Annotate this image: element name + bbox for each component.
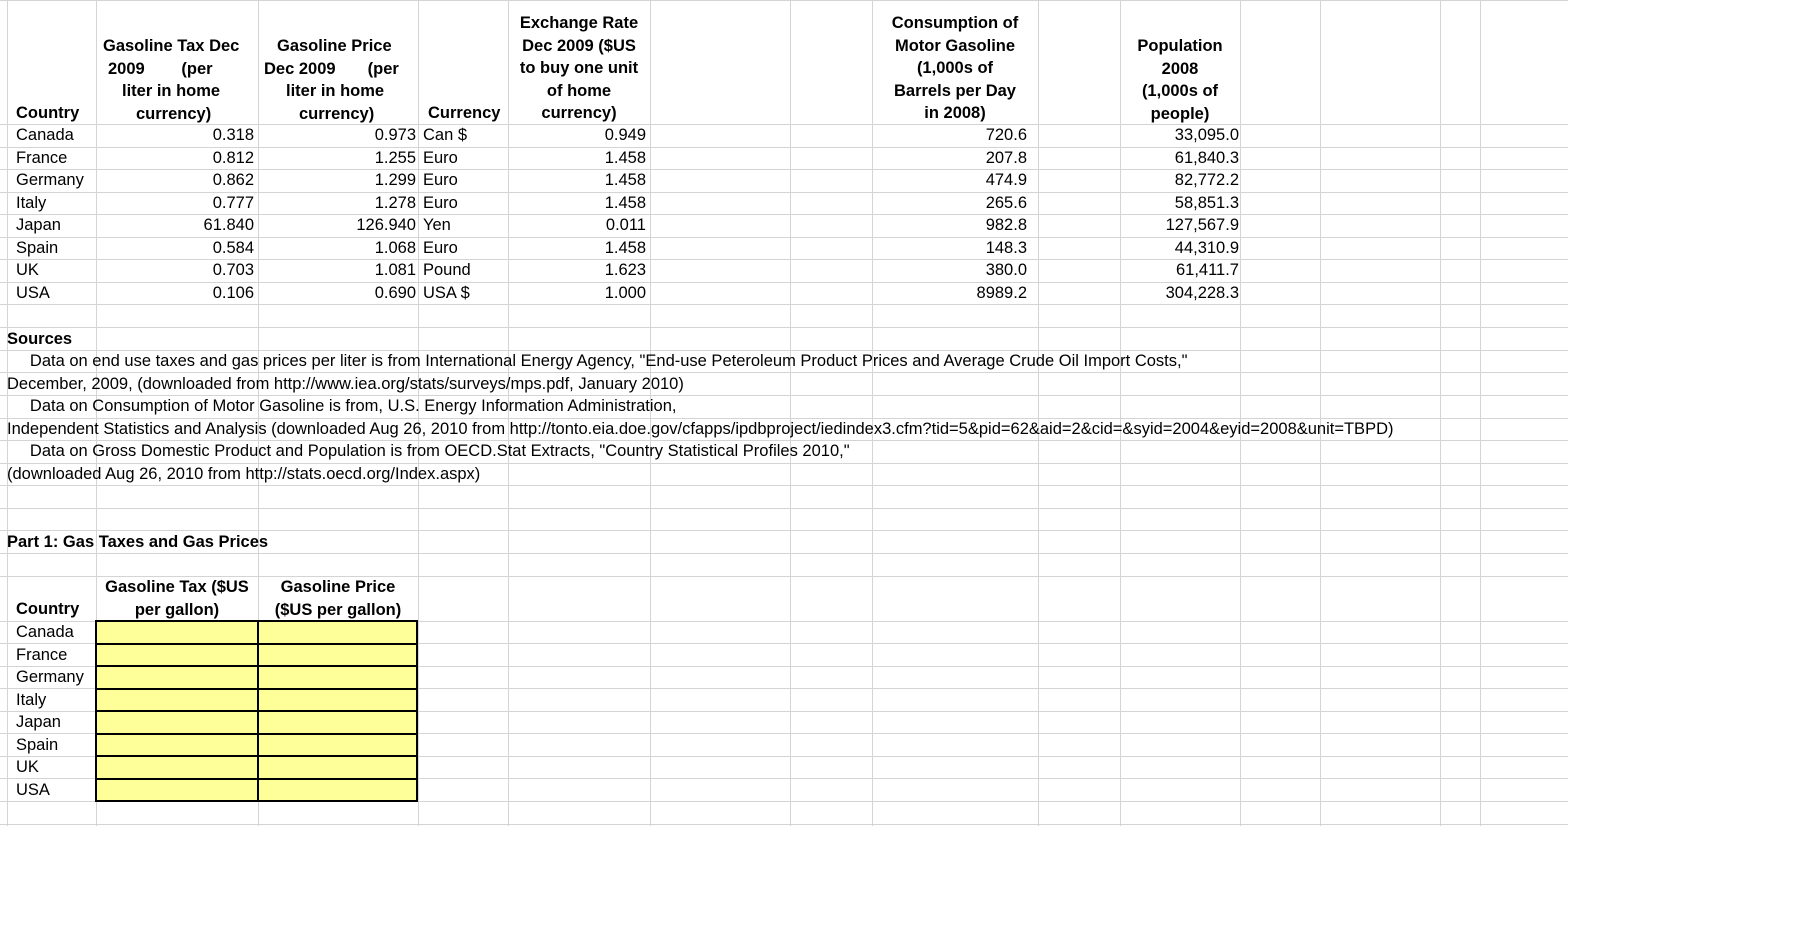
header-line: 2008 (1161, 59, 1199, 78)
part1-input-gasoline-tax[interactable] (95, 755, 259, 780)
header-line: 2009 (per (108, 59, 213, 78)
cell-currency[interactable]: Euro (423, 193, 458, 212)
part1-input-gasoline-price[interactable] (257, 733, 418, 758)
cell-gasoline-price[interactable]: 1.081 (374, 261, 416, 279)
part1-cell-country[interactable]: France (16, 645, 68, 664)
sources-heading[interactable]: Sources (7, 330, 73, 348)
header-line: in 2008) (924, 104, 986, 122)
cell-country[interactable]: Spain (16, 238, 59, 257)
part1-header-country[interactable]: Country (16, 600, 80, 618)
header-gasoline-tax[interactable] (96, 35, 258, 125)
header-line: liter in home (122, 82, 221, 100)
cell-gasoline-tax[interactable]: 0.318 (212, 126, 254, 144)
part1-input-gasoline-tax[interactable] (95, 665, 259, 690)
cell-exchange-rate[interactable]: 1.000 (604, 283, 646, 302)
cell-country[interactable]: Japan (16, 216, 61, 234)
cell-country[interactable]: USA (16, 283, 50, 302)
cell-consumption[interactable]: 265.6 (985, 193, 1027, 212)
cell-gasoline-tax[interactable]: 0.106 (212, 283, 254, 302)
header-country[interactable]: Country (16, 104, 80, 122)
cell-exchange-rate[interactable]: 1.458 (604, 193, 646, 212)
header-consumption[interactable] (872, 12, 1038, 125)
cell-currency[interactable]: Yen (423, 216, 451, 234)
part1-input-gasoline-tax[interactable] (95, 710, 259, 735)
cell-country[interactable]: France (16, 148, 68, 167)
part1-input-gasoline-price[interactable] (257, 710, 418, 735)
cell-gasoline-tax[interactable]: 61.840 (203, 216, 254, 234)
cell-population[interactable]: 61,840.3 (1174, 148, 1239, 167)
cell-population[interactable]: 58,851.3 (1174, 193, 1239, 212)
part1-cell-country[interactable]: Canada (16, 623, 74, 641)
cell-consumption[interactable]: 720.6 (985, 126, 1027, 144)
header-line: Exchange Rate (519, 14, 639, 32)
sources-line: Data on end use taxes and gas prices per liter is from International Energy Agency, "End-use Peteroleum Product Prices and Average Crude Oil Import Costs," (7, 352, 1188, 370)
header-line: (1,000s of (916, 59, 994, 77)
cell-currency[interactable]: Euro (423, 171, 458, 189)
cell-exchange-rate[interactable]: 1.623 (604, 261, 646, 279)
cell-exchange-rate[interactable]: 0.011 (605, 216, 646, 234)
part1-input-gasoline-price[interactable] (257, 665, 418, 690)
cell-exchange-rate[interactable]: 0.949 (604, 126, 646, 144)
part1-input-gasoline-price[interactable] (257, 620, 418, 645)
cell-population[interactable]: 127,567.9 (1165, 216, 1239, 234)
cell-country[interactable]: UK (16, 261, 39, 279)
part1-input-gasoline-tax[interactable] (95, 643, 259, 668)
grid-row-line (0, 485, 1568, 486)
header-line: Gasoline Tax ($US (105, 578, 249, 596)
header-gasoline-price[interactable] (258, 35, 418, 125)
header-line: Barrels per Day (894, 81, 1016, 100)
part1-input-gasoline-tax[interactable] (95, 620, 259, 645)
sources-line: December, 2009, (downloaded from http://www.iea.org/stats/surveys/mps.pdf, January 2010) (7, 374, 684, 393)
grid-row-line (0, 508, 1568, 509)
header-line: liter in home (286, 82, 385, 100)
part1-cell-country[interactable]: Spain (16, 735, 59, 754)
part1-cell-country[interactable]: Italy (16, 690, 47, 709)
cell-population[interactable]: 82,772.2 (1174, 171, 1239, 189)
header-line: Consumption of (891, 14, 1019, 32)
grid-row-line (0, 824, 1568, 825)
part1-cell-country[interactable]: USA (16, 780, 50, 799)
cell-country[interactable]: Germany (16, 171, 84, 189)
header-line: Dec 2009 ($US (522, 36, 636, 55)
header-line: Gasoline Price (280, 578, 396, 596)
header-line: to buy one unit (519, 59, 639, 77)
cell-gasoline-price[interactable]: 0.690 (374, 283, 416, 302)
cell-gasoline-tax[interactable]: 0.777 (212, 193, 254, 212)
grid-row-line (0, 0, 1568, 1)
cell-consumption[interactable]: 207.8 (985, 148, 1027, 167)
cell-currency[interactable]: Euro (423, 238, 458, 257)
part1-input-gasoline-price[interactable] (257, 755, 418, 780)
cell-exchange-rate[interactable]: 1.458 (604, 238, 646, 257)
cell-currency[interactable]: Pound (423, 261, 471, 279)
cell-gasoline-tax[interactable]: 0.812 (212, 148, 254, 167)
cell-gasoline-tax[interactable]: 0.862 (212, 171, 254, 189)
sources-line: Data on Gross Domestic Product and Population is from OECD.Stat Extracts, "Country Statistical Profiles 2010," (7, 442, 850, 460)
cell-currency[interactable]: USA $ (423, 283, 470, 302)
cell-currency[interactable]: Euro (423, 148, 458, 167)
part1-input-gasoline-price[interactable] (257, 688, 418, 713)
cell-gasoline-price[interactable]: 1.255 (374, 148, 416, 167)
header-line: per gallon) (134, 600, 220, 619)
cell-consumption[interactable]: 148.3 (985, 238, 1027, 257)
grid-row-line (0, 327, 1568, 328)
header-line: (1,000s of (1141, 82, 1219, 100)
cell-consumption[interactable]: 380.0 (985, 261, 1027, 279)
part1-input-gasoline-price[interactable] (257, 643, 418, 668)
cell-population[interactable]: 61,411.7 (1175, 261, 1239, 279)
cell-population[interactable]: 304,228.3 (1165, 283, 1239, 302)
cell-country[interactable]: Canada (16, 126, 74, 144)
part1-input-gasoline-tax[interactable] (95, 688, 259, 713)
part1-cell-country[interactable]: Japan (16, 713, 61, 731)
cell-consumption[interactable]: 474.9 (985, 171, 1027, 189)
header-line: currency) (136, 104, 212, 123)
header-line: Population (1137, 37, 1223, 55)
cell-consumption[interactable]: 8989.2 (976, 283, 1027, 302)
header-line: Dec 2009 (per (264, 59, 399, 78)
part1-title[interactable]: Part 1: Gas Taxes and Gas Prices (7, 533, 269, 551)
header-line: of home (546, 81, 612, 100)
sources-line: Independent Statistics and Analysis (downloaded Aug 26, 2010 from http://tonto.eia.doe.gov/cfapps/ipdbproject/iedindex3.cfm?tid=5&pid=62&aid=2&cid=&syid=2004&eyid=2008&unit=TBPD) (7, 419, 1394, 438)
grid-row-line (0, 304, 1568, 305)
header-currency[interactable]: Currency (428, 104, 501, 122)
part1-header-tax[interactable] (96, 576, 258, 621)
part1-header-price[interactable] (258, 576, 418, 621)
cell-exchange-rate[interactable]: 1.458 (604, 148, 646, 167)
part1-input-gasoline-price[interactable] (257, 778, 418, 803)
sources-line: Data on Consumption of Motor Gasoline is from, U.S. Energy Information Administration, (7, 397, 677, 415)
cell-population[interactable]: 33,095.0 (1174, 126, 1239, 144)
cell-gasoline-price[interactable]: 1.278 (374, 193, 416, 212)
header-line: people) (1150, 104, 1210, 123)
header-population[interactable] (1120, 35, 1240, 125)
cell-gasoline-price[interactable]: 1.299 (374, 171, 416, 189)
cell-gasoline-price[interactable]: 0.973 (374, 126, 416, 144)
part1-cell-country[interactable]: UK (16, 758, 39, 776)
header-line: Gasoline Tax Dec (103, 37, 240, 55)
cell-gasoline-price[interactable]: 126.940 (356, 216, 416, 234)
header-line: ($US per gallon) (274, 600, 402, 619)
part1-input-gasoline-tax[interactable] (95, 733, 259, 758)
cell-gasoline-price[interactable]: 1.068 (374, 238, 416, 257)
header-line: Motor Gasoline (894, 36, 1016, 55)
cell-gasoline-tax[interactable]: 0.584 (212, 238, 254, 257)
cell-gasoline-tax[interactable]: 0.703 (212, 261, 254, 279)
cell-currency[interactable]: Can $ (423, 126, 468, 144)
part1-cell-country[interactable]: Germany (16, 668, 84, 686)
cell-population[interactable]: 44,310.9 (1174, 238, 1239, 257)
header-exchange-rate[interactable] (508, 12, 650, 125)
cell-consumption[interactable]: 982.8 (985, 216, 1027, 234)
cell-exchange-rate[interactable]: 1.458 (604, 171, 646, 189)
header-line: currency) (299, 104, 375, 123)
part1-input-gasoline-tax[interactable] (95, 778, 259, 803)
cell-country[interactable]: Italy (16, 193, 47, 212)
header-line: Gasoline Price (277, 37, 392, 55)
sources-line: (downloaded Aug 26, 2010 from http://stats.oecd.org/Index.aspx) (7, 464, 481, 483)
header-line: currency) (541, 104, 617, 122)
